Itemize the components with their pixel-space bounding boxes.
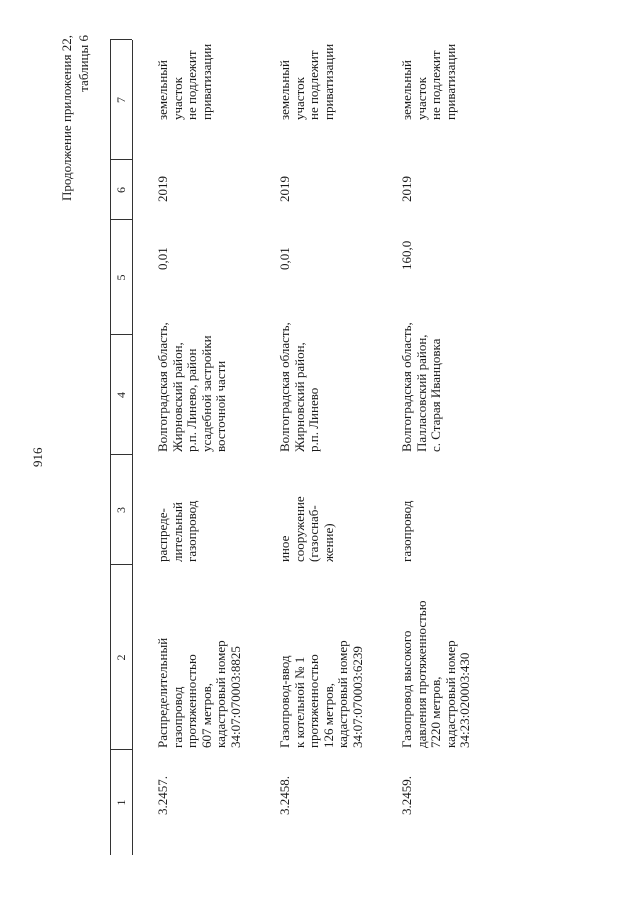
table-row-2-area: 0,01: [277, 247, 292, 270]
table-row-1-address: Волгоградская область, Жирновский район, р.п. Линево, район усадебной застройки восточной части: [155, 322, 228, 452]
table-row-1-year: 2019: [155, 176, 170, 202]
table-row-2-num: 3.2458.: [277, 776, 292, 815]
table-row-2-name: Газопровод-ввод к котельной № 1 протяженностью 126 метров, кадастровый номер 34:07:070003:6239: [277, 640, 365, 748]
header-col-3: 3: [114, 507, 128, 513]
header-col-1: 1: [114, 799, 128, 806]
table-row-1-type: распреде- лительный газопровод: [155, 500, 199, 562]
header-col-5: 5: [114, 274, 128, 281]
table-row-1-area: 0,01: [155, 247, 170, 270]
table-row-2-year: 2019: [277, 176, 292, 202]
header-col-4: 4: [114, 392, 128, 398]
page-number: 916: [30, 447, 45, 467]
table-row-2-type: иное сооружение (газоснаб- жение): [277, 496, 336, 562]
header-col-6: 6: [114, 187, 128, 193]
data-table: [110, 40, 510, 855]
continuation-caption: Продолжение приложения 22, таблицы 6: [59, 35, 91, 202]
table-row-3-name: Газопровод высокого давления протяженностью 7220 метров, кадастровый номер 34:23:020003:430: [399, 600, 472, 748]
table-row-1-num: 3.2457.: [155, 776, 170, 815]
table-row-3-num: 3.2459.: [399, 776, 414, 815]
table-row-3-year: 2019: [399, 176, 414, 202]
table-row-3-area: 160,0: [399, 240, 414, 270]
table-row-3-note: земельный участок не подлежит приватизации: [399, 43, 458, 120]
header-col-7: 7: [114, 97, 128, 103]
table-row-1-note: земельный участок не подлежит приватизации: [155, 43, 214, 120]
table-row-3-address: Волгоградская область, Палласовский район, с. Старая Иванцовка: [399, 322, 443, 452]
table-row-2-address: Волгоградская область, Жирновский район, р.п. Линево: [277, 322, 321, 452]
table-row-2-note: земельный участок не подлежит приватизации: [277, 43, 336, 120]
header-bottom-border: [132, 40, 133, 855]
table-row-1-name: Распределительный газопровод протяженностью 607 метров, кадастровый номер 34:07:070003:8825: [155, 637, 243, 748]
table-row-3-type: газопровод: [399, 500, 414, 562]
header-col-2: 2: [114, 654, 128, 661]
